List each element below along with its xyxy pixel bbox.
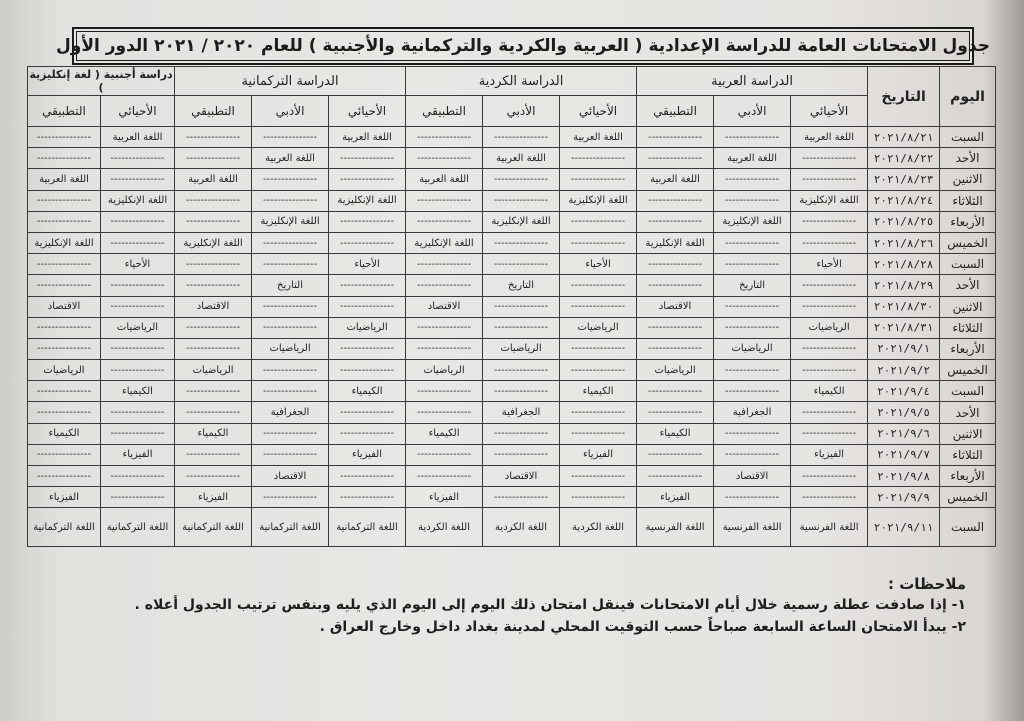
header-row-branches xyxy=(28,96,996,127)
cell-date: ٢٠٢١/٩/٥ xyxy=(868,402,940,423)
cell-subject: الاقتصاد xyxy=(483,466,560,487)
cell-day: الأحد xyxy=(940,402,996,423)
cell-subject: الرياضيات xyxy=(483,338,560,359)
cell-subject: الاقتصاد xyxy=(714,466,791,487)
cell-subject: --------------- xyxy=(406,190,483,211)
cell-day: الثلاثاء xyxy=(940,444,996,465)
cell-subject: --------------- xyxy=(406,338,483,359)
cell-subject: --------------- xyxy=(637,317,714,338)
cell-subject: --------------- xyxy=(101,148,175,169)
cell-day: الاثنين xyxy=(940,423,996,444)
cell-subject: الرياضيات xyxy=(714,338,791,359)
cell-subject: اللغة الفرنسية xyxy=(791,508,868,547)
cell-subject: اللغة العربية xyxy=(28,169,101,190)
cell-subject: اللغة الإنكليزية xyxy=(28,232,101,253)
cell-subject: --------------- xyxy=(714,254,791,275)
cell-subject: الرياضيات xyxy=(28,360,101,381)
cell-date: ٢٠٢١/٨/٢٥ xyxy=(868,211,940,232)
table-row xyxy=(28,190,996,211)
cell-date: ٢٠٢١/٩/٨ xyxy=(868,466,940,487)
table-row xyxy=(28,381,996,402)
cell-subject: الاقتصاد xyxy=(406,296,483,317)
table-row xyxy=(28,127,996,148)
cell-subject: اللغة الإنكليزية xyxy=(329,190,406,211)
cell-subject: --------------- xyxy=(637,444,714,465)
cell-subject: --------------- xyxy=(101,423,175,444)
cell-subject: الكيمياء xyxy=(637,423,714,444)
cell-subject: --------------- xyxy=(175,466,252,487)
cell-subject: الرياضيات xyxy=(560,317,637,338)
cell-subject: --------------- xyxy=(252,190,329,211)
cell-subject: الفيزياء xyxy=(406,487,483,508)
cell-subject: --------------- xyxy=(101,402,175,423)
cell-subject: اللغة العربية xyxy=(175,169,252,190)
cell-subject: الرياضيات xyxy=(329,317,406,338)
cell-subject: الكيمياء xyxy=(101,381,175,402)
cell-subject: --------------- xyxy=(791,169,868,190)
cell-subject: --------------- xyxy=(791,423,868,444)
cell-date: ٢٠٢١/٨/٣٠ xyxy=(868,296,940,317)
schedule-title-box xyxy=(56,27,990,65)
cell-subject: --------------- xyxy=(101,232,175,253)
cell-subject: --------------- xyxy=(791,338,868,359)
cell-subject: --------------- xyxy=(560,338,637,359)
cell-subject: --------------- xyxy=(28,466,101,487)
note-item-1: ١- إذا صادفت عطلة رسمية خلال أيام الامتحانات فينقل امتحان ذلك اليوم إلى اليوم الذي يليه وبنفس ترتيب الجدول أعلاه . xyxy=(134,597,966,613)
cell-day: الأربعاء xyxy=(940,211,996,232)
cell-subject: --------------- xyxy=(560,360,637,381)
cell-subject: الكيمياء xyxy=(175,423,252,444)
cell-subject: --------------- xyxy=(406,254,483,275)
header-branch: الأدبي xyxy=(714,96,791,127)
cell-subject: --------------- xyxy=(28,127,101,148)
cell-subject: الرياضيات xyxy=(791,317,868,338)
cell-subject: --------------- xyxy=(252,423,329,444)
table-row xyxy=(28,169,996,190)
cell-subject: اللغة الفرنسية xyxy=(714,508,791,547)
table-row xyxy=(28,148,996,169)
cell-subject: --------------- xyxy=(714,296,791,317)
cell-date: ٢٠٢١/٨/٢٦ xyxy=(868,232,940,253)
header-day: اليوم xyxy=(940,67,996,127)
table-row xyxy=(28,317,996,338)
cell-subject: الفيزياء xyxy=(791,444,868,465)
table-row xyxy=(28,254,996,275)
table-row xyxy=(28,275,996,296)
header-date: التاريخ xyxy=(868,67,940,127)
cell-subject: --------------- xyxy=(28,275,101,296)
cell-subject: --------------- xyxy=(175,444,252,465)
cell-subject: --------------- xyxy=(329,466,406,487)
cell-subject: --------------- xyxy=(329,275,406,296)
cell-subject: --------------- xyxy=(28,381,101,402)
cell-subject: الجغرافية xyxy=(714,402,791,423)
note-item-2: ٢- يبدأ الامتحان الساعة السابعة صباحاً حسب التوقيت المحلي لمدينة بغداد داخل وخارج العراق . xyxy=(319,619,966,635)
cell-subject: اللغة التركمانية xyxy=(252,508,329,547)
cell-subject: الكيمياء xyxy=(406,423,483,444)
cell-subject: الفيزياء xyxy=(329,444,406,465)
cell-subject: الأحياء xyxy=(791,254,868,275)
cell-subject: --------------- xyxy=(406,444,483,465)
cell-subject: التاريخ xyxy=(483,275,560,296)
cell-subject: اللغة الإنكليزية xyxy=(791,190,868,211)
cell-subject: الرياضيات xyxy=(637,360,714,381)
table-row xyxy=(28,444,996,465)
cell-subject: الأحياء xyxy=(101,254,175,275)
cell-day: الأحد xyxy=(940,275,996,296)
cell-subject: --------------- xyxy=(175,338,252,359)
header-group-arabic: الدراسة العربية xyxy=(637,67,868,96)
header-branch: التطبيقي xyxy=(175,96,252,127)
cell-subject: اللغة العربية xyxy=(483,148,560,169)
cell-subject: --------------- xyxy=(637,148,714,169)
cell-subject: --------------- xyxy=(252,487,329,508)
cell-subject: --------------- xyxy=(28,254,101,275)
cell-subject: --------------- xyxy=(637,211,714,232)
cell-subject: --------------- xyxy=(101,360,175,381)
cell-subject: --------------- xyxy=(175,211,252,232)
cell-subject: اللغة الإنكليزية xyxy=(175,232,252,253)
cell-subject: --------------- xyxy=(28,211,101,232)
cell-subject: اللغة الكردية xyxy=(406,508,483,547)
notes-section xyxy=(66,575,966,641)
cell-subject: --------------- xyxy=(714,317,791,338)
cell-subject: الفيزياء xyxy=(560,444,637,465)
cell-subject: الرياضيات xyxy=(252,338,329,359)
cell-subject: --------------- xyxy=(175,148,252,169)
header-row-groups xyxy=(28,67,996,96)
cell-subject: الرياضيات xyxy=(406,360,483,381)
table-row xyxy=(28,487,996,508)
table-row xyxy=(28,423,996,444)
table-row xyxy=(28,296,996,317)
cell-subject: الأحياء xyxy=(329,254,406,275)
cell-subject: الكيمياء xyxy=(28,423,101,444)
cell-subject: --------------- xyxy=(483,254,560,275)
cell-subject: --------------- xyxy=(28,338,101,359)
cell-subject: --------------- xyxy=(252,254,329,275)
cell-subject: --------------- xyxy=(175,275,252,296)
header-branch: التطبيقي xyxy=(637,96,714,127)
cell-subject: --------------- xyxy=(329,296,406,317)
cell-subject: --------------- xyxy=(175,381,252,402)
cell-subject: --------------- xyxy=(101,275,175,296)
cell-subject: اللغة الفرنسية xyxy=(637,508,714,547)
cell-subject: --------------- xyxy=(714,127,791,148)
cell-subject: الكيمياء xyxy=(560,381,637,402)
cell-subject: --------------- xyxy=(252,317,329,338)
cell-subject: --------------- xyxy=(252,296,329,317)
cell-subject: اللغة الكردية xyxy=(560,508,637,547)
cell-subject: --------------- xyxy=(329,360,406,381)
exam-schedule-table xyxy=(27,66,996,547)
cell-subject: --------------- xyxy=(101,296,175,317)
cell-subject: --------------- xyxy=(560,423,637,444)
cell-subject: --------------- xyxy=(560,275,637,296)
cell-day: الأحد xyxy=(940,148,996,169)
cell-subject: --------------- xyxy=(101,169,175,190)
header-group-turkmen: الدراسة التركمانية xyxy=(175,67,406,96)
cell-subject: اللغة العربية xyxy=(329,127,406,148)
cell-subject: --------------- xyxy=(252,232,329,253)
cell-subject: --------------- xyxy=(483,127,560,148)
cell-subject: --------------- xyxy=(101,211,175,232)
table-row xyxy=(28,232,996,253)
cell-subject: --------------- xyxy=(483,487,560,508)
cell-subject: --------------- xyxy=(252,381,329,402)
cell-subject: اللغة الكردية xyxy=(483,508,560,547)
cell-subject: --------------- xyxy=(101,338,175,359)
cell-subject: --------------- xyxy=(28,148,101,169)
cell-subject: الرياضيات xyxy=(175,360,252,381)
cell-subject: --------------- xyxy=(714,190,791,211)
cell-subject: --------------- xyxy=(329,487,406,508)
cell-subject: --------------- xyxy=(714,360,791,381)
cell-subject: --------------- xyxy=(406,317,483,338)
cell-subject: اللغة التركمانية xyxy=(101,508,175,547)
header-branch: الأحيائي xyxy=(791,96,868,127)
cell-date: ٢٠٢١/٩/٦ xyxy=(868,423,940,444)
cell-subject: --------------- xyxy=(791,360,868,381)
header-group-kurdish: الدراسة الكردية xyxy=(406,67,637,96)
cell-subject: اللغة التركمانية xyxy=(329,508,406,547)
cell-subject: الفيزياء xyxy=(637,487,714,508)
cell-date: ٢٠٢١/٩/٢ xyxy=(868,360,940,381)
cell-subject: --------------- xyxy=(637,275,714,296)
cell-subject: --------------- xyxy=(175,190,252,211)
cell-subject: --------------- xyxy=(637,466,714,487)
cell-subject: --------------- xyxy=(329,211,406,232)
cell-day: الأربعاء xyxy=(940,338,996,359)
cell-subject: اللغة الإنكليزية xyxy=(252,211,329,232)
cell-subject: الاقتصاد xyxy=(28,296,101,317)
cell-subject: --------------- xyxy=(714,423,791,444)
cell-day: الخميس xyxy=(940,232,996,253)
table-row xyxy=(28,360,996,381)
cell-subject: --------------- xyxy=(791,402,868,423)
cell-subject: --------------- xyxy=(714,232,791,253)
cell-subject: اللغة الإنكليزية xyxy=(483,211,560,232)
cell-subject: اللغة الإنكليزية xyxy=(714,211,791,232)
schedule-body xyxy=(28,127,996,547)
header-branch: الأحيائي xyxy=(101,96,175,127)
cell-subject: --------------- xyxy=(329,169,406,190)
cell-day: السبت xyxy=(940,508,996,547)
cell-subject: --------------- xyxy=(252,127,329,148)
cell-subject: اللغة الإنكليزية xyxy=(560,190,637,211)
header-branch: التطبيقي xyxy=(406,96,483,127)
cell-subject: --------------- xyxy=(560,169,637,190)
cell-date: ٢٠٢١/٩/١ xyxy=(868,338,940,359)
cell-date: ٢٠٢١/٨/٢٣ xyxy=(868,169,940,190)
header-branch: الأدبي xyxy=(483,96,560,127)
cell-subject: الفيزياء xyxy=(28,487,101,508)
cell-subject: --------------- xyxy=(406,402,483,423)
cell-subject: اللغة الإنكليزية xyxy=(637,232,714,253)
cell-subject: --------------- xyxy=(560,466,637,487)
cell-subject: --------------- xyxy=(101,466,175,487)
cell-subject: --------------- xyxy=(329,148,406,169)
cell-subject: --------------- xyxy=(791,275,868,296)
cell-subject: --------------- xyxy=(560,296,637,317)
cell-subject: --------------- xyxy=(483,317,560,338)
cell-subject: اللغة العربية xyxy=(101,127,175,148)
table-row xyxy=(28,211,996,232)
cell-subject: اللغة العربية xyxy=(637,169,714,190)
cell-subject: --------------- xyxy=(406,466,483,487)
cell-subject: --------------- xyxy=(175,317,252,338)
cell-subject: --------------- xyxy=(791,487,868,508)
cell-subject: اللغة الإنكليزية xyxy=(101,190,175,211)
cell-subject: اللغة العربية xyxy=(406,169,483,190)
cell-date: ٢٠٢١/٨/٢٨ xyxy=(868,254,940,275)
schedule-title: جدول الامتحانات العامة للدراسة الإعدادية ( العربية والكردية والتركمانية والأجنبية ) للعام ٢٠٢٠ / ٢٠٢١ الدور الأول xyxy=(56,36,990,56)
cell-subject: --------------- xyxy=(483,360,560,381)
cell-subject: اللغة التركمانية xyxy=(28,508,101,547)
cell-subject: --------------- xyxy=(329,338,406,359)
cell-day: السبت xyxy=(940,127,996,148)
cell-subject: الاقتصاد xyxy=(637,296,714,317)
cell-subject: --------------- xyxy=(252,444,329,465)
cell-day: الثلاثاء xyxy=(940,190,996,211)
cell-subject: --------------- xyxy=(560,487,637,508)
table-row xyxy=(28,402,996,423)
cell-subject: --------------- xyxy=(483,423,560,444)
cell-day: الثلاثاء xyxy=(940,317,996,338)
cell-day: السبت xyxy=(940,254,996,275)
cell-subject: --------------- xyxy=(791,211,868,232)
cell-date: ٢٠٢١/٩/٧ xyxy=(868,444,940,465)
cell-subject: الاقتصاد xyxy=(175,296,252,317)
cell-day: الأربعاء xyxy=(940,466,996,487)
cell-subject: --------------- xyxy=(791,232,868,253)
cell-subject: --------------- xyxy=(560,148,637,169)
cell-subject: --------------- xyxy=(714,169,791,190)
cell-subject: الجغرافية xyxy=(252,402,329,423)
cell-subject: --------------- xyxy=(329,402,406,423)
cell-subject: --------------- xyxy=(252,169,329,190)
cell-date: ٢٠٢١/٨/٣١ xyxy=(868,317,940,338)
notes-heading: ملاحظات : xyxy=(887,575,966,593)
table-row xyxy=(28,338,996,359)
cell-subject: --------------- xyxy=(406,381,483,402)
cell-subject: --------------- xyxy=(329,423,406,444)
cell-date: ٢٠٢١/٨/٢٤ xyxy=(868,190,940,211)
cell-subject: --------------- xyxy=(714,487,791,508)
cell-subject: الكيمياء xyxy=(329,381,406,402)
cell-subject: --------------- xyxy=(28,317,101,338)
cell-subject: --------------- xyxy=(483,232,560,253)
cell-subject: الفيزياء xyxy=(175,487,252,508)
cell-subject: --------------- xyxy=(28,402,101,423)
cell-subject: --------------- xyxy=(637,338,714,359)
cell-date: ٢٠٢١/٩/٤ xyxy=(868,381,940,402)
cell-subject: --------------- xyxy=(406,275,483,296)
cell-subject: اللغة العربية xyxy=(791,127,868,148)
cell-subject: اللغة التركمانية xyxy=(175,508,252,547)
cell-day: الخميس xyxy=(940,360,996,381)
table-row xyxy=(28,466,996,487)
cell-subject: --------------- xyxy=(791,466,868,487)
cell-subject: --------------- xyxy=(406,148,483,169)
cell-subject: --------------- xyxy=(252,360,329,381)
cell-subject: الفيزياء xyxy=(101,444,175,465)
cell-date: ٢٠٢١/٩/٩ xyxy=(868,487,940,508)
cell-day: السبت xyxy=(940,381,996,402)
cell-subject: --------------- xyxy=(175,402,252,423)
cell-date: ٢٠٢١/٨/٢١ xyxy=(868,127,940,148)
cell-subject: التاريخ xyxy=(252,275,329,296)
cell-subject: الرياضيات xyxy=(101,317,175,338)
cell-day: الاثنين xyxy=(940,296,996,317)
cell-subject: --------------- xyxy=(791,296,868,317)
cell-subject: الجغرافية xyxy=(483,402,560,423)
cell-subject: --------------- xyxy=(483,381,560,402)
cell-subject: --------------- xyxy=(791,148,868,169)
cell-subject: --------------- xyxy=(329,232,406,253)
header-group-foreign: دراسة أجنبية ( لغة إنكليزية ) xyxy=(29,68,173,94)
cell-day: الاثنين xyxy=(940,169,996,190)
header-branch: الأحيائي xyxy=(329,96,406,127)
cell-subject: --------------- xyxy=(406,211,483,232)
cell-subject: --------------- xyxy=(483,169,560,190)
cell-subject: --------------- xyxy=(406,127,483,148)
cell-day: الخميس xyxy=(940,487,996,508)
cell-subject: --------------- xyxy=(560,402,637,423)
cell-subject: --------------- xyxy=(714,381,791,402)
cell-subject: اللغة العربية xyxy=(252,148,329,169)
cell-subject: --------------- xyxy=(28,190,101,211)
cell-subject: الاقتصاد xyxy=(252,466,329,487)
cell-subject: اللغة الإنكليزية xyxy=(406,232,483,253)
cell-subject: --------------- xyxy=(714,444,791,465)
cell-subject: --------------- xyxy=(560,232,637,253)
cell-subject: --------------- xyxy=(637,402,714,423)
cell-subject: --------------- xyxy=(101,487,175,508)
cell-subject: --------------- xyxy=(637,190,714,211)
cell-subject: --------------- xyxy=(483,444,560,465)
cell-subject: --------------- xyxy=(637,127,714,148)
cell-subject: الكيمياء xyxy=(791,381,868,402)
header-branch: الأدبي xyxy=(252,96,329,127)
cell-subject: --------------- xyxy=(175,254,252,275)
cell-subject: --------------- xyxy=(637,254,714,275)
header-branch: التطبيقي xyxy=(28,96,101,127)
cell-subject: اللغة العربية xyxy=(714,148,791,169)
cell-date: ٢٠٢١/٩/١١ xyxy=(868,508,940,547)
header-branch: الأحيائي xyxy=(560,96,637,127)
cell-date: ٢٠٢١/٨/٢٢ xyxy=(868,148,940,169)
cell-subject: --------------- xyxy=(637,381,714,402)
cell-subject: الأحياء xyxy=(560,254,637,275)
table-row xyxy=(28,508,996,547)
cell-subject: التاريخ xyxy=(714,275,791,296)
cell-date: ٢٠٢١/٨/٢٩ xyxy=(868,275,940,296)
cell-subject: --------------- xyxy=(175,127,252,148)
cell-subject: --------------- xyxy=(483,296,560,317)
cell-subject: --------------- xyxy=(560,211,637,232)
cell-subject: --------------- xyxy=(483,190,560,211)
cell-subject: اللغة العربية xyxy=(560,127,637,148)
cell-subject: --------------- xyxy=(28,444,101,465)
